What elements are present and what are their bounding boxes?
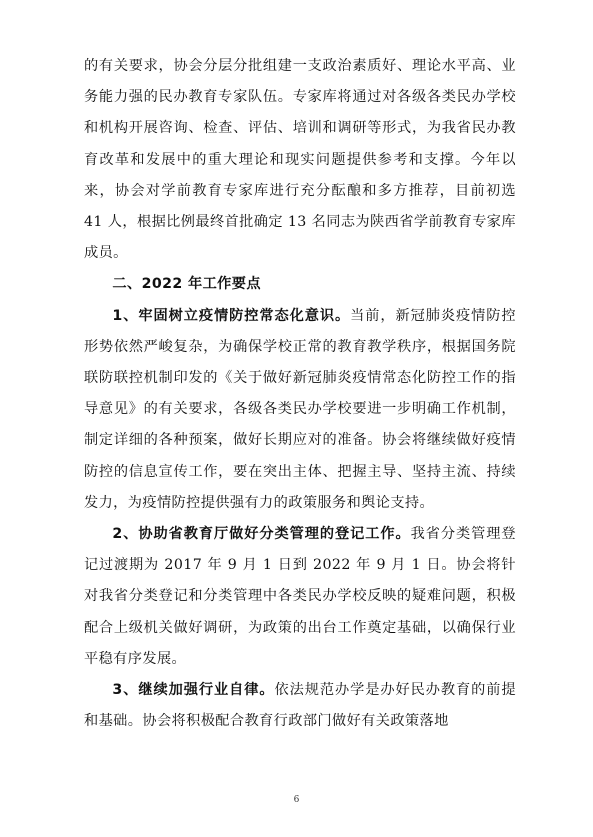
item-body-3: 依法规范办学是办好民办教育的前提和基础。协会将积极配合教育行政部门做好有关政策落地 <box>84 682 516 730</box>
item-body-2: 我省分类管理登记过渡期为 2017 年 9 月 1 日到 2022 年 9 月 1 日。协会将针对我省分类登记和分类管理中各类民办学校反映的疑难问题，积极配合上级机关做好调研，为政策的出台工作奠定基础，以确保行业平稳有序发展。 <box>84 526 516 667</box>
item-paragraph-1 <box>84 301 516 519</box>
item-lead-3: 3、继续加强行业自律。 <box>112 682 275 699</box>
item-body-1: 当前，新冠肺炎疫情防控形势依然严峻复杂，为确保学校正常的教育教学秩序，根据国务院联防联控机制印发的《关于做好新冠肺炎疫情常态化防控工作的指导意见》的有关要求，各级各类民办学校要进一步明确工作机制，制定详细的各种预案，做好长期应对的准备。协会将继续做好疫情防控的信息宣传工作，要在突出主体、把握主导、坚持主流、持续发力，为疫情防控提供强有力的政策服务和舆论支持。 <box>84 307 516 511</box>
item-paragraph-3 <box>84 675 516 737</box>
item-paragraph-2 <box>84 519 516 675</box>
item-lead-2: 2、协助省教育厅做好分类管理的登记工作。 <box>112 526 411 543</box>
document-body <box>84 51 516 737</box>
section-heading: 二、2022 年工作要点 <box>112 276 261 293</box>
item-lead-1: 1、牢固树立疫情防控常态化意识。 <box>112 307 351 324</box>
page-number: 6 <box>293 795 300 805</box>
continuation-paragraph: 的有关要求，协会分层分批组建一支政治素质好、理论水平高、业务能力强的民办教育专家队伍。专家库将通过对各级各类民办学校和机构开展咨询、检查、评估、培训和调研等形式，为我省民办教育改革和发展中的重大理论和现实问题提供参考和支撑。今年以来，协会对学前教育专家库进行充分酝酿和多方推荐，目前初选 41 人，根据比例最终首批确定 13 名同志为陕西省学前教育专家库成员。 <box>84 58 516 262</box>
